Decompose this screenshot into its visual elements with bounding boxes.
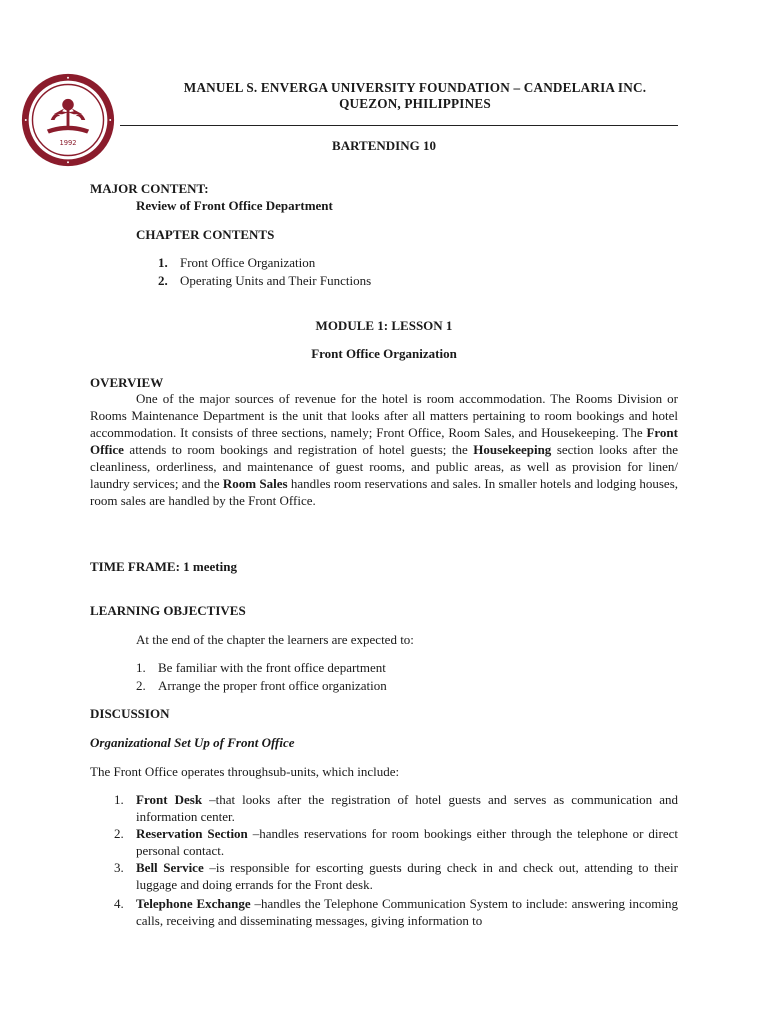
chapter-item-number: 2. (158, 273, 168, 288)
objective-item (136, 660, 536, 676)
discussion-list-item (114, 791, 679, 825)
overview-heading: OVERVIEW (90, 375, 164, 390)
objective-label: Arrange the proper front office organization (158, 678, 387, 693)
chapter-item-label: Operating Units and Their Functions (180, 273, 372, 288)
university-name: MANUEL S. ENVERGA UNIVERSITY FOUNDATION – CANDELARIA INC. (183, 80, 647, 95)
module-subtitle: Front Office Organization (311, 346, 457, 361)
discussion-heading: DISCUSSION (90, 706, 170, 721)
university-location: QUEZON, PHILIPPINES (339, 96, 491, 111)
objective-number: 2. (136, 678, 146, 693)
chapter-item-label: Front Office Organization (180, 255, 316, 270)
chapter-item-number: 1. (158, 255, 168, 270)
discussion-item-term: Bell Service (136, 860, 204, 875)
objective-label: Be familiar with the front office department (158, 660, 386, 675)
discussion-subheading: Organizational Set Up of Front Office (90, 735, 295, 750)
discussion-list-item (114, 895, 679, 929)
discussion-item-desc: –that looks after the registration of hotel guests and serves as communication and information center. (136, 792, 679, 824)
discussion-item-desc: –is responsible for escorting guests during check in and check out, attending to their luggage and doing errands for the Front desk. (136, 860, 678, 892)
time-frame: TIME FRAME: 1 meeting (90, 559, 237, 574)
header-divider (120, 125, 678, 126)
objective-number: 1. (136, 660, 146, 675)
discussion-item-desc: –handles the Telephone Communication System to include: answering incoming calls, receiving and disseminating messages, giving information to (136, 896, 679, 928)
learning-objectives-intro: At the end of the chapter the learners are expected to: (136, 632, 414, 647)
discussion-item-number: 1. (114, 792, 124, 807)
discussion-item-term: Reservation Section (136, 826, 248, 841)
discussion-item-number: 3. (114, 860, 124, 875)
discussion-item-desc: –handles reservations for room bookings either through the telephone or direct personal contact. (136, 826, 678, 858)
module-title: MODULE 1: LESSON 1 (315, 318, 453, 333)
discussion-list-item (114, 825, 678, 859)
svg-text:1992: 1992 (59, 138, 77, 147)
chapter-contents-heading: CHAPTER CONTENTS (136, 227, 275, 242)
learning-objectives-heading: LEARNING OBJECTIVES (90, 603, 246, 618)
discussion-item-term: Front Desk (136, 792, 203, 807)
discussion-item-number: 4. (114, 896, 124, 911)
major-content-subtitle: Review of Front Office Department (136, 198, 333, 213)
objective-item (136, 678, 536, 694)
discussion-list-item (114, 859, 678, 893)
major-content-heading: MAJOR CONTENT: (90, 181, 209, 196)
discussion-intro: The Front Office operates throughsub-units, which include: (90, 764, 400, 779)
discussion-item-number: 2. (114, 826, 124, 841)
discussion-item-term: Telephone Exchange (136, 896, 251, 911)
course-title: BARTENDING 10 (332, 138, 436, 153)
overview-paragraph: One of the major sources of revenue for the hotel is room accommodation. The Rooms Division or Rooms Maintenance Department is the unit that looks after all matters pertaining to room bookings and hotel accommodation. It consists of three sections, namely; Front Office, Room Sales, and Housekeeping. The Front Office attends to room bookings and registration of hotel guests; the Housekeeping section looks after the cleanliness, orderliness, and maintenance of guest rooms, and public areas, as well as provision for linen/ laundry services; and the Room Sales handles room reservations and sales. In smaller hotels and lodging houses, room sales are handled by the Front Office. (90, 391, 679, 508)
